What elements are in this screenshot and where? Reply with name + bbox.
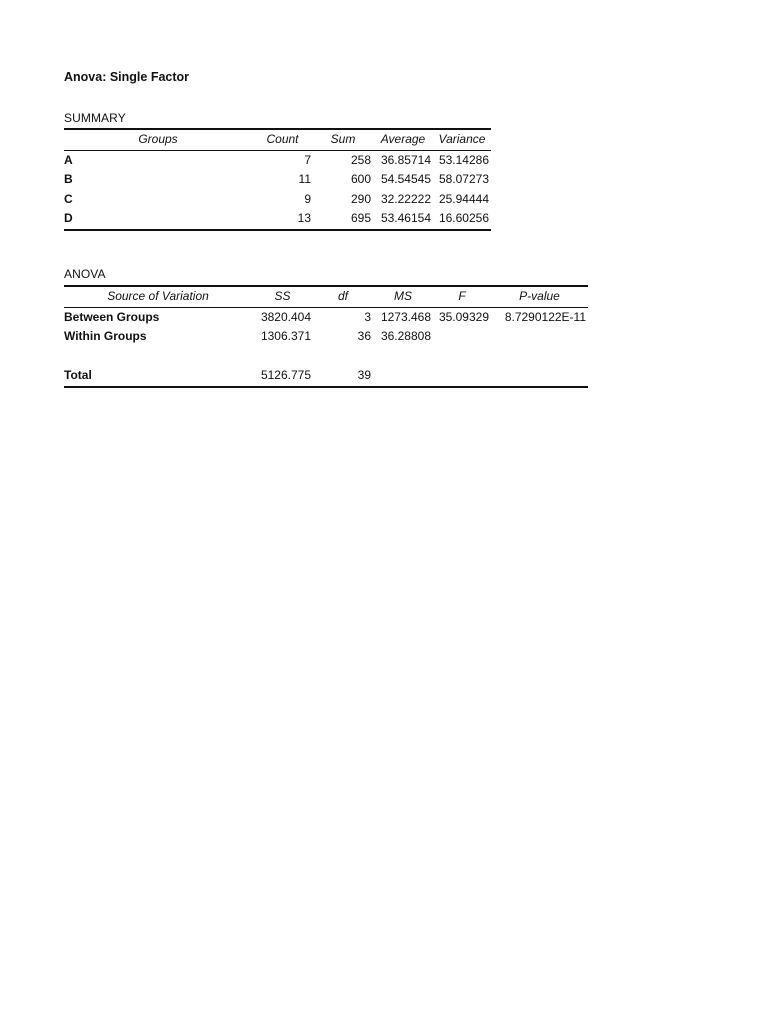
p-value-cell: 8.7290122E-11 <box>504 309 586 324</box>
average-cell: 53.46154 <box>373 209 433 230</box>
table-row <box>64 307 588 327</box>
table-row <box>64 347 588 367</box>
header-variance: Variance <box>433 129 491 150</box>
header-average: Average <box>373 129 433 150</box>
f-cell <box>433 347 491 367</box>
header-p-value: P-value <box>491 286 588 307</box>
average-cell: 32.22222 <box>380 191 431 206</box>
df-cell: 36 <box>357 329 371 344</box>
header-f: F <box>433 286 491 307</box>
count-cell: 13 <box>252 209 313 230</box>
ss-cell: 1306.371 <box>260 329 311 344</box>
table-row <box>64 150 491 170</box>
average-cell: 36.85714 <box>380 152 431 167</box>
group-name: B <box>64 172 73 187</box>
header-df: df <box>313 286 373 307</box>
count-cell: 9 <box>304 191 311 206</box>
df-cell: 3 <box>364 309 371 324</box>
table-row <box>64 327 588 347</box>
group-name: A <box>64 152 73 167</box>
header-groups: Groups <box>64 129 252 150</box>
page-title: Anova: Single Factor <box>64 70 190 84</box>
source-name: Total <box>64 366 252 387</box>
summary-header-row <box>64 129 491 150</box>
average-cell: 54.54545 <box>380 172 431 187</box>
source-name: Within Groups <box>64 329 147 344</box>
count-cell: 7 <box>304 152 311 167</box>
sum-cell: 290 <box>350 191 371 206</box>
table-row <box>64 209 491 230</box>
p-value-cell <box>491 366 588 387</box>
f-cell <box>433 327 491 347</box>
ss-cell: 5126.775 <box>252 366 313 387</box>
header-source: Source of Variation <box>64 286 252 307</box>
ss-cell: 3820.404 <box>260 309 311 324</box>
table-row <box>64 366 588 387</box>
ms-cell: 1273.468 <box>380 309 431 324</box>
group-name: D <box>64 209 252 230</box>
f-cell <box>433 366 491 387</box>
p-value-cell <box>491 347 588 367</box>
group-name: C <box>64 191 73 206</box>
sum-cell: 695 <box>313 209 373 230</box>
ms-cell <box>373 347 433 367</box>
ms-cell: 36.28808 <box>380 329 431 344</box>
table-row <box>64 170 491 190</box>
header-ms: MS <box>373 286 433 307</box>
ms-cell <box>373 366 433 387</box>
anova-label: ANOVA <box>64 267 106 281</box>
summary-label: SUMMARY <box>64 111 126 125</box>
variance-cell: 53.14286 <box>438 152 489 167</box>
source-name: Between Groups <box>64 309 160 324</box>
summary-table <box>64 128 491 231</box>
p-value-cell <box>491 327 588 347</box>
variance-cell: 16.60256 <box>433 209 491 230</box>
variance-cell: 58.07273 <box>438 172 489 187</box>
header-count: Count <box>252 129 313 150</box>
df-cell <box>313 347 373 367</box>
df-cell: 39 <box>313 366 373 387</box>
count-cell: 11 <box>298 172 311 187</box>
ss-cell <box>252 347 313 367</box>
f-cell: 35.09329 <box>438 309 489 324</box>
header-sum: Sum <box>313 129 373 150</box>
anova-table <box>64 285 588 388</box>
variance-cell: 25.94444 <box>438 191 489 206</box>
source-name <box>64 347 252 367</box>
sum-cell: 258 <box>350 152 371 167</box>
anova-header-row <box>64 286 588 307</box>
header-ss: SS <box>252 286 313 307</box>
sum-cell: 600 <box>350 172 371 187</box>
table-row <box>64 190 491 210</box>
